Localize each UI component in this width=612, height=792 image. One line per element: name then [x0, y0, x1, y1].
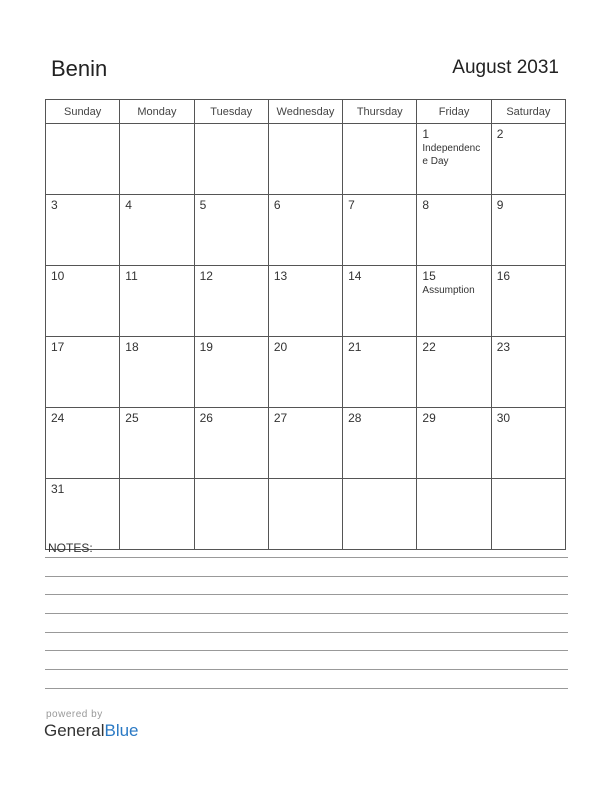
- day-number: 1: [422, 127, 430, 141]
- day-cell[interactable]: [268, 337, 342, 408]
- day-number: 3: [51, 198, 58, 212]
- day-cell[interactable]: [268, 408, 342, 479]
- day-cell[interactable]: [491, 195, 565, 266]
- day-cell[interactable]: [120, 408, 194, 479]
- day-cell[interactable]: [491, 124, 565, 195]
- day-cell[interactable]: [417, 124, 491, 195]
- day-cell[interactable]: [46, 124, 120, 195]
- day-cell[interactable]: [417, 479, 491, 550]
- day-number: 18: [125, 340, 139, 354]
- day-cell[interactable]: [343, 479, 417, 550]
- note-line: [45, 669, 568, 670]
- powered-by-text: powered by: [46, 709, 103, 720]
- day-cell[interactable]: [491, 266, 565, 337]
- day-cell[interactable]: [120, 124, 194, 195]
- week-row: [46, 479, 566, 550]
- day-cell[interactable]: [194, 337, 268, 408]
- day-cell[interactable]: [46, 266, 120, 337]
- day-number: 17: [51, 340, 65, 354]
- note-line: [45, 594, 568, 595]
- day-number: 14: [348, 269, 362, 283]
- day-cell[interactable]: [343, 337, 417, 408]
- day-cell[interactable]: [194, 195, 268, 266]
- note-line: [45, 576, 568, 577]
- day-number: 23: [496, 340, 511, 354]
- day-number: 15: [422, 269, 436, 283]
- day-cell[interactable]: [46, 195, 120, 266]
- note-line: [45, 688, 568, 689]
- day-number: 11: [125, 269, 138, 283]
- brand-blue: Blue: [104, 721, 139, 740]
- weekday-sunday: Sunday: [46, 100, 120, 124]
- day-cell[interactable]: [194, 266, 268, 337]
- day-cell[interactable]: [491, 337, 565, 408]
- day-number: 22: [422, 340, 436, 354]
- weekday-tuesday: Tuesday: [194, 100, 268, 124]
- day-number: 8: [422, 198, 430, 212]
- week-row: [46, 195, 566, 266]
- note-line: [45, 650, 568, 651]
- generalblue-logo[interactable]: [44, 721, 139, 741]
- week-row: [46, 408, 566, 479]
- day-cell[interactable]: [120, 479, 194, 550]
- day-number: 12: [199, 269, 213, 283]
- day-cell[interactable]: [46, 408, 120, 479]
- day-cell[interactable]: [194, 479, 268, 550]
- weekday-friday: Friday: [417, 100, 491, 124]
- weekday-header-row: [46, 100, 566, 124]
- day-cell[interactable]: [343, 266, 417, 337]
- week-row: [46, 266, 566, 337]
- day-number: 5: [199, 198, 207, 212]
- weekday-thursday: Thursday: [343, 100, 417, 124]
- day-cell[interactable]: [417, 337, 491, 408]
- day-cell[interactable]: [46, 479, 120, 550]
- day-number: 26: [199, 411, 213, 425]
- day-cell[interactable]: [491, 479, 565, 550]
- note-line: [45, 632, 568, 633]
- day-number: 16: [496, 269, 511, 283]
- calendar-body: [46, 124, 566, 550]
- day-number: 31: [51, 482, 65, 496]
- day-cell[interactable]: [46, 337, 120, 408]
- day-number: 29: [422, 411, 436, 425]
- day-number: 13: [273, 269, 288, 283]
- country-title: Benin: [51, 56, 108, 81]
- day-number: 4: [125, 198, 132, 212]
- day-cell[interactable]: [491, 408, 565, 479]
- note-line: [45, 557, 568, 558]
- day-cell[interactable]: [194, 124, 268, 195]
- day-cell[interactable]: [268, 479, 342, 550]
- weekday-wednesday: Wednesday: [268, 100, 342, 124]
- day-number: 27: [273, 411, 288, 425]
- day-number: 2: [496, 127, 504, 141]
- day-cell[interactable]: [268, 124, 342, 195]
- note-line: [45, 613, 568, 614]
- day-cell[interactable]: [343, 408, 417, 479]
- day-cell[interactable]: [417, 195, 491, 266]
- day-cell[interactable]: [417, 408, 491, 479]
- day-cell[interactable]: [343, 195, 417, 266]
- day-cell[interactable]: [194, 408, 268, 479]
- weekday-monday: Monday: [120, 100, 194, 124]
- day-number: 10: [51, 269, 65, 283]
- holiday-label: Assumption: [422, 285, 475, 296]
- weekday-saturday: Saturday: [491, 100, 565, 124]
- day-cell[interactable]: [343, 124, 417, 195]
- week-row: [46, 337, 566, 408]
- holiday-label: Independence Day: [422, 143, 481, 167]
- day-cell[interactable]: [120, 195, 194, 266]
- day-number: 7: [348, 198, 355, 212]
- day-number: 25: [125, 411, 139, 425]
- day-number: 28: [348, 411, 362, 425]
- day-cell[interactable]: [120, 266, 194, 337]
- day-number: 9: [496, 198, 504, 212]
- week-row: [46, 124, 566, 195]
- day-cell[interactable]: [120, 337, 194, 408]
- day-number: 24: [51, 411, 65, 425]
- calendar-grid: [45, 99, 566, 550]
- day-number: 21: [348, 340, 362, 354]
- month-year-title: August 2031: [452, 57, 559, 78]
- brand-general: General: [44, 721, 105, 740]
- day-cell[interactable]: [268, 266, 342, 337]
- day-number: 6: [273, 198, 281, 212]
- day-number: 20: [273, 340, 288, 354]
- notes-label: NOTES:: [48, 541, 93, 555]
- day-cell[interactable]: [417, 266, 491, 337]
- day-cell[interactable]: [268, 195, 342, 266]
- day-number: 19: [199, 340, 213, 354]
- day-number: 30: [496, 411, 511, 425]
